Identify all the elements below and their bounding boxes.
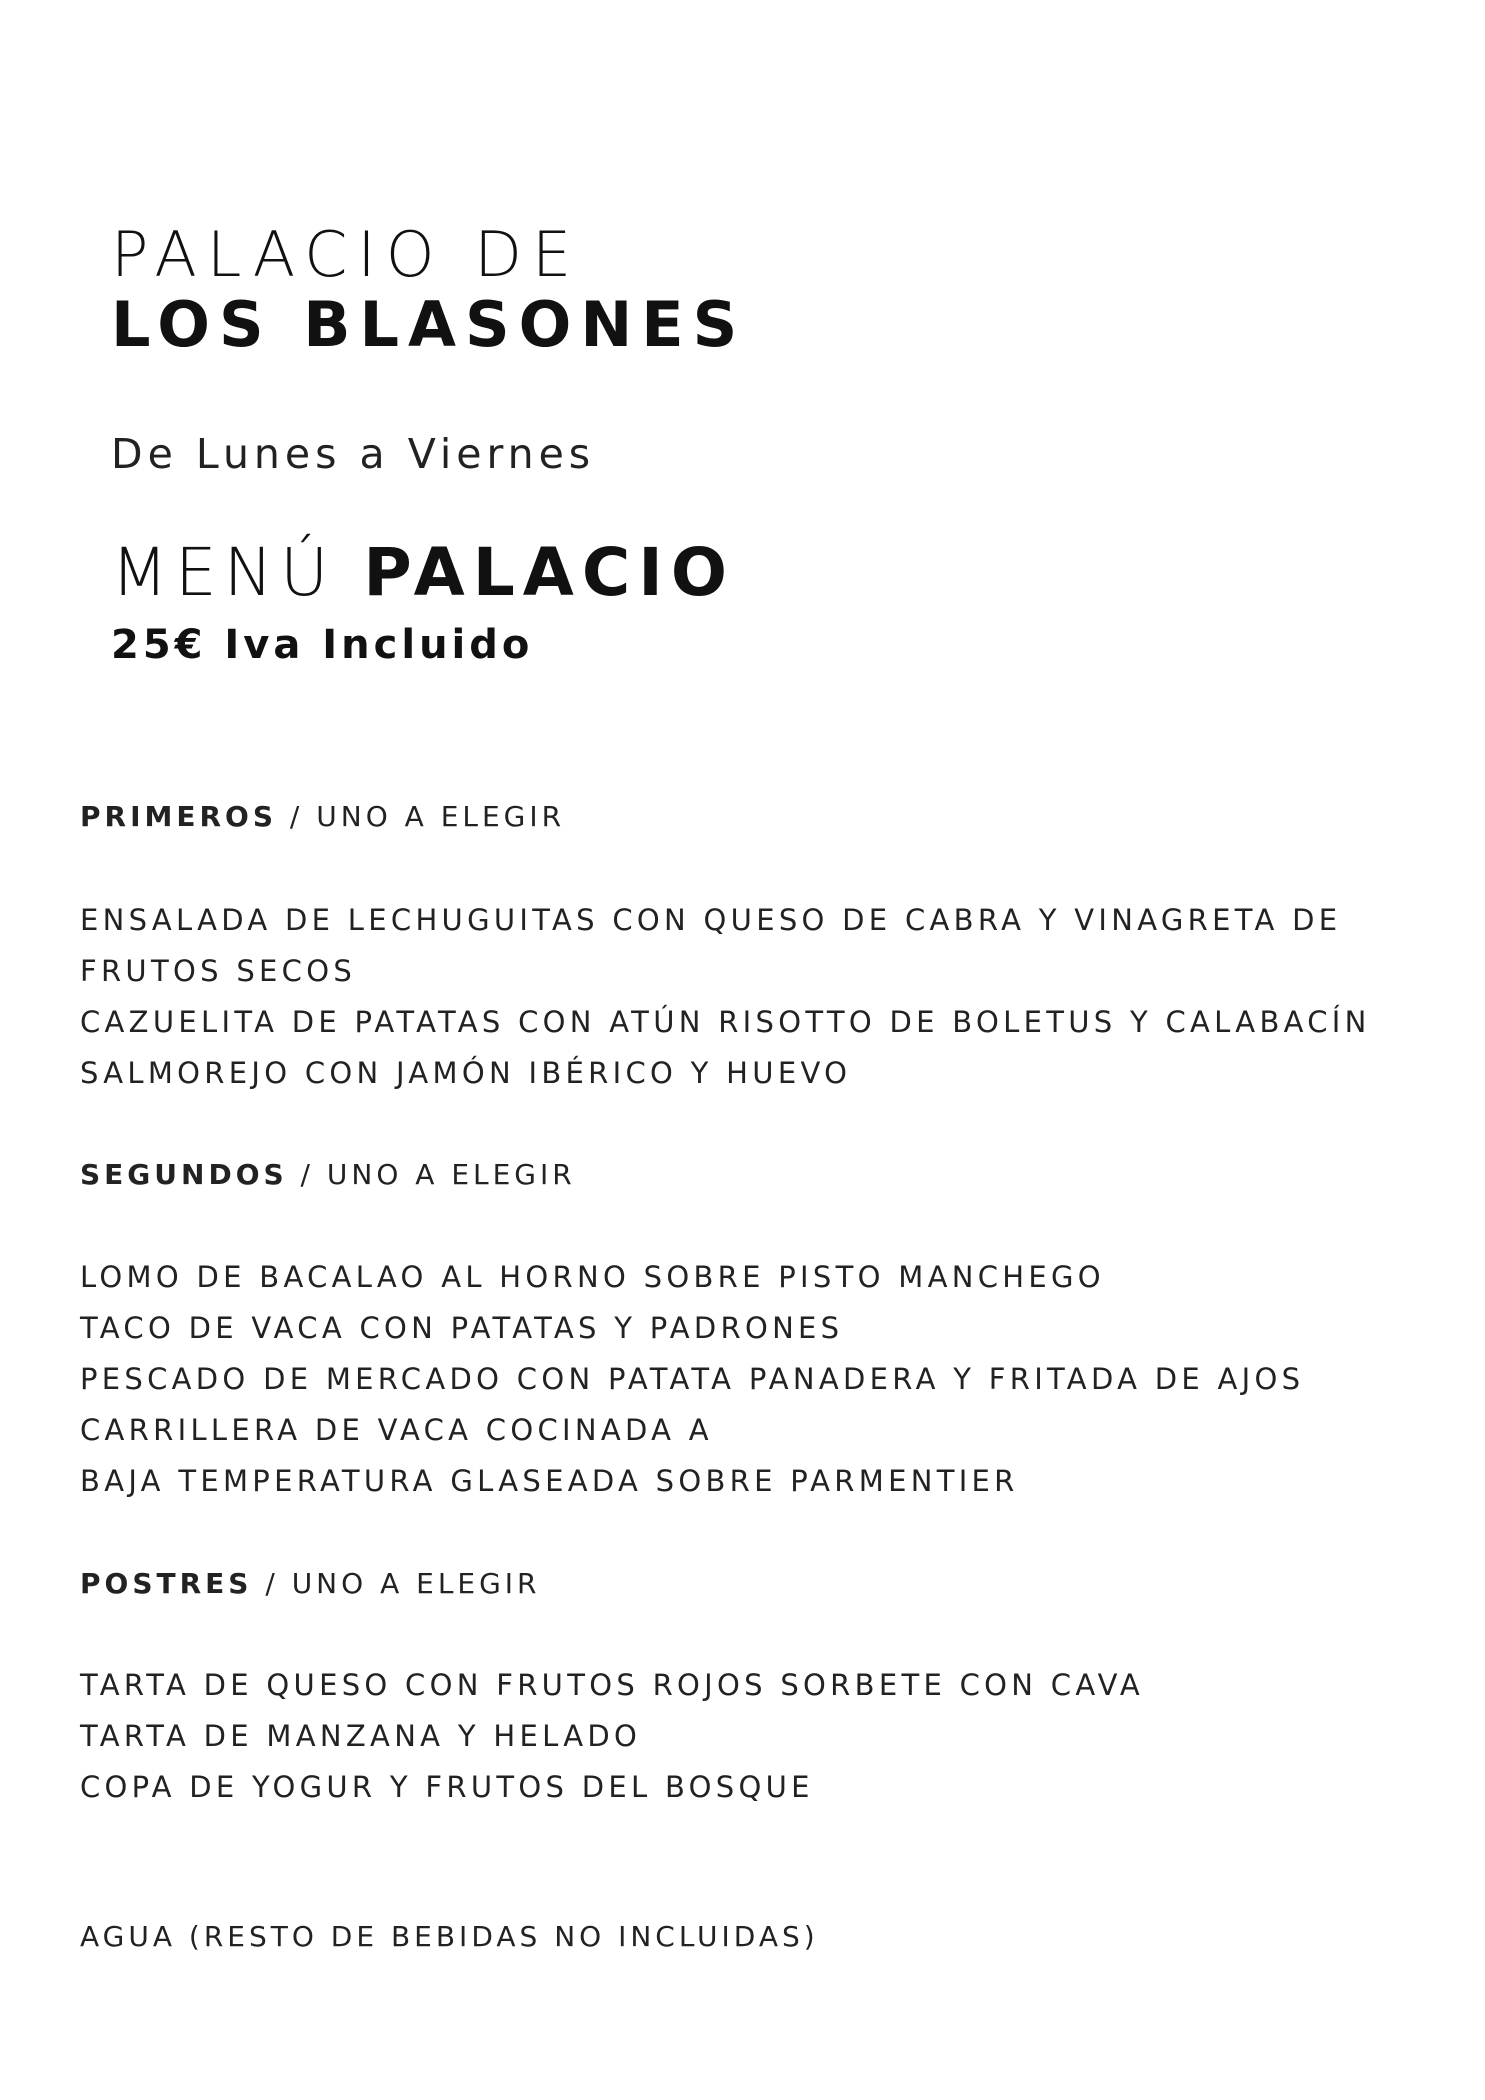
section-suffix: / UNO A ELEGIR: [252, 1567, 541, 1600]
menu-title: [111, 534, 735, 611]
dish-item: LOMO DE BACALAO AL HORNO SOBRE PISTO MANCHEGO: [80, 1260, 1105, 1294]
dish-item: ENSALADA DE LECHUGUITAS CON QUESO DE CABRA Y VINAGRETA DE: [80, 903, 1342, 937]
dish-item: FRUTOS SECOS: [80, 954, 357, 988]
section-heading-segundos: [80, 1158, 576, 1191]
dish-item: CARRILLERA DE VACA COCINADA A: [80, 1413, 713, 1447]
section-name: PRIMEROS: [80, 800, 278, 833]
section-name: SEGUNDOS: [80, 1158, 288, 1191]
dish-item: TARTA DE QUESO CON FRUTOS ROJOS SORBETE CON CAVA: [80, 1668, 1145, 1702]
dish-item: COPA DE YOGUR Y FRUTOS DEL BOSQUE: [80, 1770, 814, 1804]
section-suffix: / UNO A ELEGIR: [287, 1158, 576, 1191]
menu-word: MENÚ: [111, 534, 336, 611]
availability-days: De Lunes a Viernes: [111, 430, 596, 478]
dish-item: PESCADO DE MERCADO CON PATATA PANADERA Y FRITADA DE AJOS: [80, 1362, 1305, 1396]
dish-item: TACO DE VACA CON PATATAS Y PADRONES: [80, 1311, 844, 1345]
drinks-note: AGUA (RESTO DE BEBIDAS NO INCLUIDAS): [80, 1920, 819, 1953]
restaurant-name-line1: PALACIO DE: [111, 218, 582, 291]
dish-item: BAJA TEMPERATURA GLASEADA SOBRE PARMENTIER: [80, 1464, 1019, 1498]
dish-item: TARTA DE MANZANA Y HELADO: [80, 1719, 642, 1753]
section-heading-primeros: [80, 800, 565, 833]
menu-name: PALACIO: [363, 534, 735, 611]
section-name: POSTRES: [80, 1567, 253, 1600]
menu-price: 25€ Iva Incluido: [111, 622, 534, 668]
dish-item: SALMOREJO CON JAMÓN IBÉRICO Y HUEVO: [80, 1056, 852, 1090]
section-heading-postres: [80, 1567, 541, 1600]
section-suffix: / UNO A ELEGIR: [277, 800, 566, 833]
restaurant-name-line2: LOS BLASONES: [111, 288, 747, 361]
dish-item: CAZUELITA DE PATATAS CON ATÚN RISOTTO DE BOLETUS Y CALABACÍN: [80, 1005, 1371, 1039]
